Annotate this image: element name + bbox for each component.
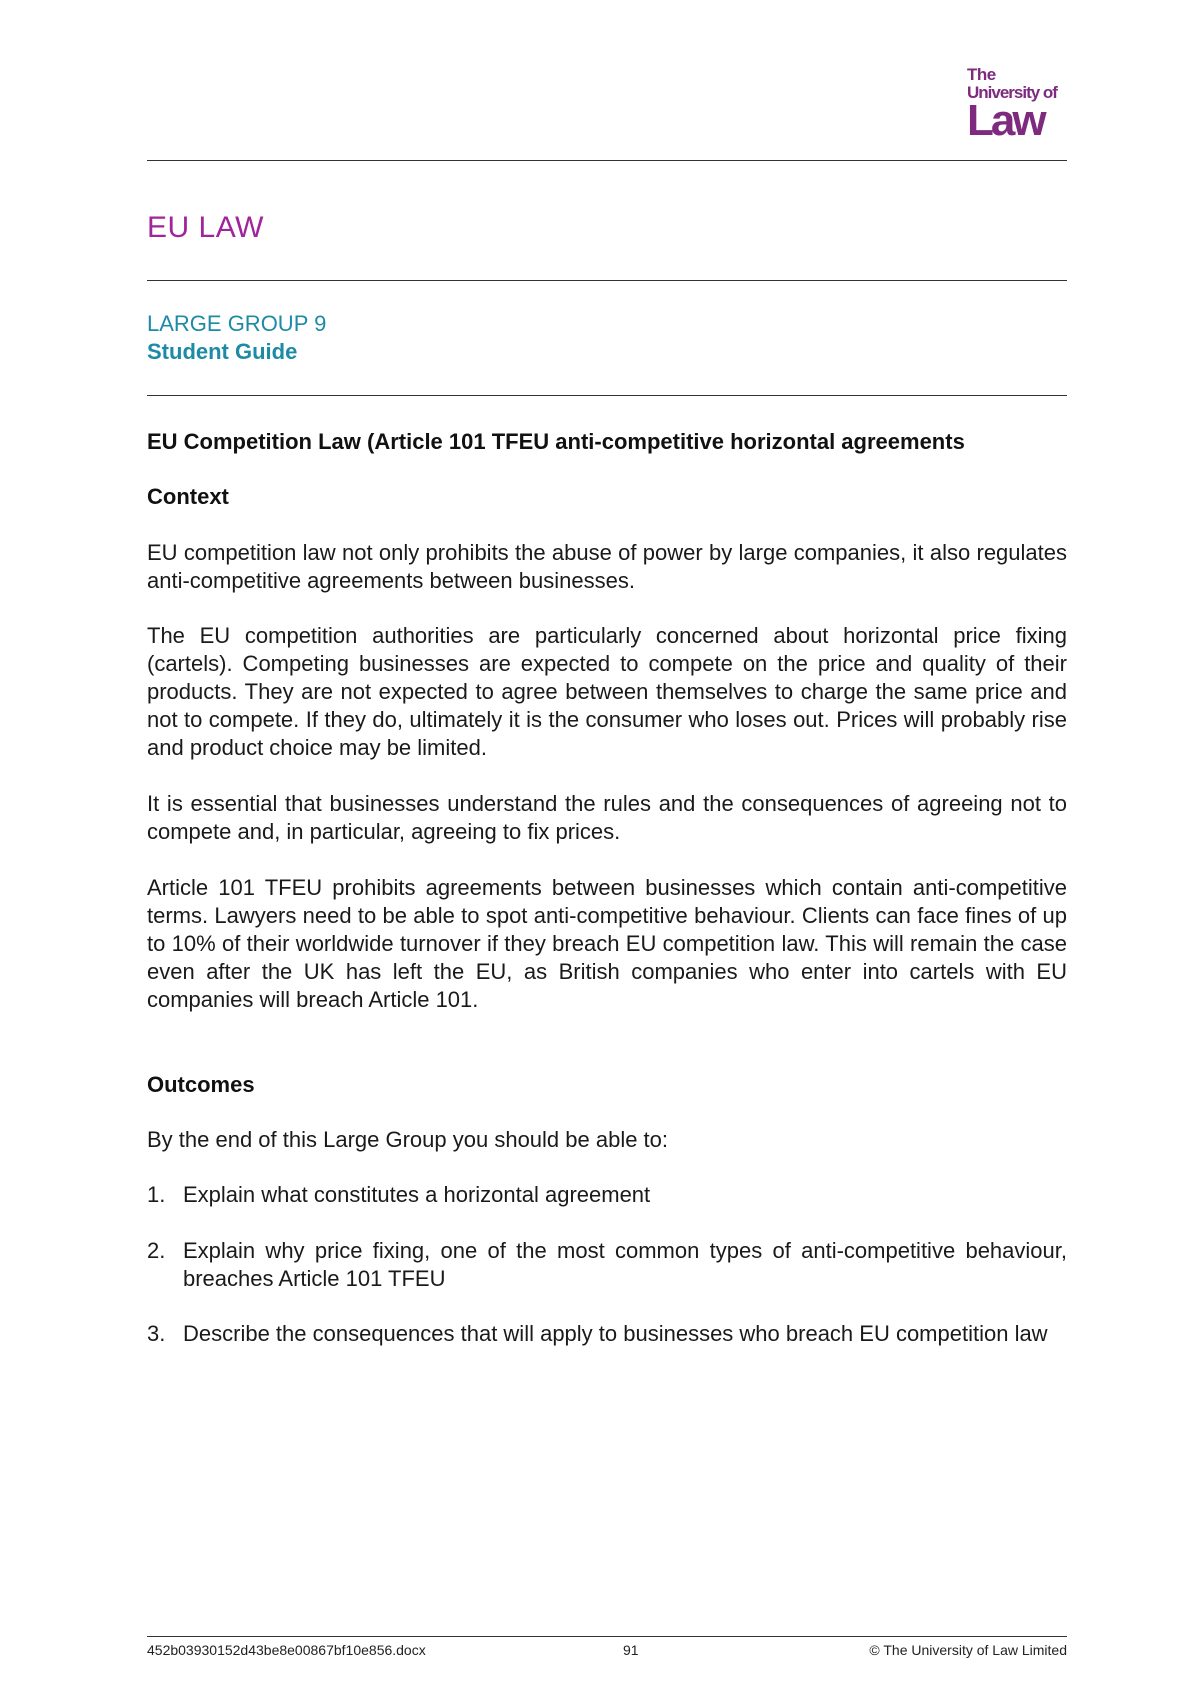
header-rule-top (147, 160, 1067, 161)
university-of-law-logo (967, 66, 1067, 143)
group-title: LARGE GROUP 9 (147, 311, 327, 336)
footer-filename: 452b03930152d43be8e00867bf10e856.docx (147, 1642, 426, 1658)
group-subtitle: Student Guide (147, 339, 298, 364)
context-paragraph-3: It is essential that businesses understand the rules and the consequences of agreeing not to compete and, in particular, agreeing to fix prices. (147, 791, 1067, 844)
footer-rule (147, 1636, 1067, 1637)
context-paragraph-1: EU competition law not only prohibits the abuse of power by large companies, it also regulates anti-competitive agreements between businesses. (147, 540, 1067, 593)
outcome-number: 3. (147, 1321, 166, 1346)
outcome-item-3 (147, 1320, 1067, 1348)
logo-line-the: The (967, 65, 996, 84)
outcomes-intro: By the end of this Large Group you should be able to: (147, 1127, 669, 1152)
footer-page-number: 91 (623, 1642, 639, 1658)
logo-line-university-of: University of (967, 83, 1057, 102)
outcome-text: Explain why price fixing, one of the most common types of anti-competitive behaviour, breaches Article 101 TFEU (183, 1238, 1067, 1291)
outcome-item-2 (147, 1237, 1067, 1293)
document-page (147, 0, 1067, 1696)
topic-heading: EU Competition Law (Article 101 TFEU anti-competitive horizontal agreements (147, 429, 965, 454)
header-rule-middle (147, 280, 1067, 281)
page-title: EU LAW (147, 211, 264, 244)
outcome-number: 2. (147, 1238, 166, 1263)
context-heading: Context (147, 484, 229, 509)
context-paragraph-4: Article 101 TFEU prohibits agreements between businesses which contain anti-competitive terms. Lawyers need to be able to spot anti-competitive behaviour. Clients can face fines of up to 10% of their worldwide turnover if they breach EU competition law. This will remain the case even after the UK has left the EU, as British companies who enter into cartels with EU companies will breach Article 101. (147, 875, 1067, 1012)
outcomes-heading: Outcomes (147, 1072, 255, 1097)
logo-line-law: Law (967, 96, 1044, 145)
outcome-text: Describe the consequences that will apply to businesses who breach EU competition law (183, 1321, 1048, 1346)
header-rule-bottom (147, 395, 1067, 396)
context-paragraph-2: The EU competition authorities are particularly concerned about horizontal price fixing (cartels). Competing businesses are expected to compete on the price and quality of their products. They are not expected to agree between themselves to charge the same price and not to compete. If they do, ultimately it is the consumer who loses out. Prices will probably rise and product choice may be limited. (147, 623, 1067, 760)
outcome-item-1 (147, 1181, 1067, 1209)
outcome-number: 1. (147, 1182, 166, 1207)
outcome-text: Explain what constitutes a horizontal agreement (183, 1182, 651, 1207)
footer-copyright: © The University of Law Limited (869, 1642, 1067, 1658)
